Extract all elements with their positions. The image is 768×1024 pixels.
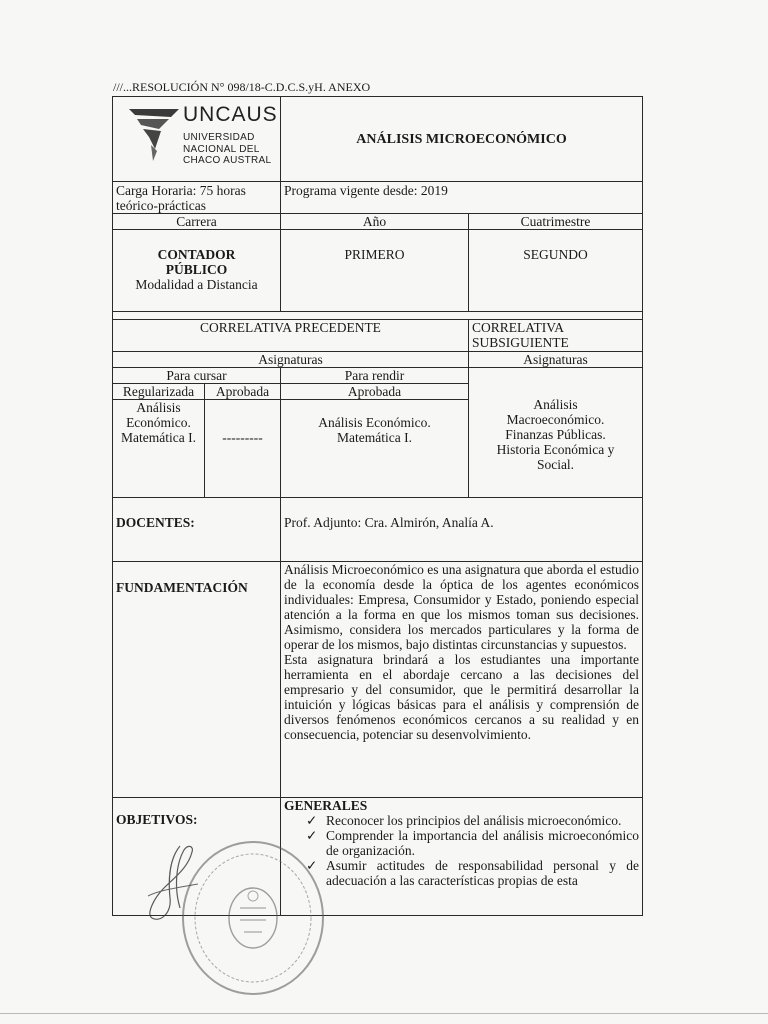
checkmark-icon: ✓ xyxy=(306,858,318,873)
asignaturas-right: Asignaturas xyxy=(469,352,643,368)
program-table xyxy=(112,96,643,916)
aprobada-dashes: --------- xyxy=(222,430,263,445)
para-rendir: Para rendir xyxy=(281,368,469,384)
objetivos-heading: GENERALES xyxy=(284,798,368,813)
university-seal-icon xyxy=(178,838,328,998)
col-cuatrimestre: Cuatrimestre xyxy=(469,214,643,230)
aprobada-cursar-value xyxy=(205,400,281,498)
regularizada-item: Matemática I. xyxy=(121,430,196,445)
rendir-item: Matemática I. xyxy=(337,430,412,445)
correlativa-subsiguiente: CORRELATIVA SUBSIGUIENTE xyxy=(469,320,643,352)
career-semester: SEGUNDO xyxy=(469,230,643,312)
docentes-value: Prof. Adjunto: Cra. Almirón, Analía A. xyxy=(281,498,643,562)
uncaus-emblem-icon xyxy=(127,105,183,165)
logo-name: UNCAUS xyxy=(183,103,278,126)
subsiguiente-item: Social. xyxy=(536,457,575,472)
objetivo-text: Reconocer los principios del análisis microeconómico. xyxy=(326,813,622,828)
objetivos-content xyxy=(281,798,643,916)
fundamentacion-paragraph: Esta asignatura brindará a los estudiantes una importante herramienta en el abordaje cercano a las decisiones del empresario y del consumidor, que le permitirá desarrollar la intuición y lógicas básicas para el análisis y comprensión de diversos fenómenos económicos cercanos a su realidad y en consecuencia, potenciar su desenvolvimiento. xyxy=(284,652,640,742)
subsiguiente-item: Macroeconómico. xyxy=(506,412,605,427)
career-name-1: CONTADOR xyxy=(157,247,236,262)
objetivo-text: Comprender la importancia del análisis microeconómico de organización. xyxy=(326,828,640,858)
objetivos-label: OBJETIVOS: xyxy=(113,798,281,916)
fundamentacion-label: FUNDAMENTACIÓN xyxy=(113,562,281,798)
logo-line-1: UNIVERSIDAD xyxy=(183,132,255,143)
objetivo-item xyxy=(284,828,639,858)
docentes-label: DOCENTES: xyxy=(113,498,281,562)
programa-vigente: Programa vigente desde: 2019 xyxy=(281,182,643,214)
logo-line-3: CHACO AUSTRAL xyxy=(183,155,272,166)
objetivo-item xyxy=(284,858,639,888)
regularizada-item: Análisis xyxy=(136,400,181,415)
regularizada-item: Económico. xyxy=(126,415,191,430)
col-aprobada-rendir: Aprobada xyxy=(281,384,469,400)
objetivos-list xyxy=(284,813,639,888)
regularizada-list xyxy=(113,400,205,498)
career-name-2: PÚBLICO xyxy=(165,262,228,277)
col-regularizada: Regularizada xyxy=(113,384,205,400)
spacer-row xyxy=(113,312,643,320)
subsiguiente-list xyxy=(469,368,643,498)
para-cursar: Para cursar xyxy=(113,368,281,384)
col-aprobada: Aprobada xyxy=(205,384,281,400)
career-cell xyxy=(113,230,281,312)
page-bottom-edge xyxy=(0,1013,768,1014)
checkmark-icon: ✓ xyxy=(306,813,318,828)
logo-line-2: NACIONAL DEL xyxy=(183,143,260,155)
subsiguiente-item: Finanzas Públicas. xyxy=(505,427,606,442)
logo-cell xyxy=(113,97,281,182)
career-year: PRIMERO xyxy=(281,230,469,312)
col-carrera: Carrera xyxy=(113,214,281,230)
carga-horaria: Carga Horaria: 75 horas teórico-prácticas xyxy=(113,182,281,214)
career-modality: Modalidad a Distancia xyxy=(135,277,258,292)
asignaturas-left: Asignaturas xyxy=(113,352,469,368)
checkmark-icon: ✓ xyxy=(306,828,318,843)
uncaus-logo xyxy=(127,105,287,171)
subsiguiente-item: Análisis xyxy=(533,397,578,412)
rendir-list xyxy=(281,400,469,498)
subject-title: ANÁLISIS MICROECONÓMICO xyxy=(281,97,643,182)
resolution-header: ///...RESOLUCIÓN N° 098/18-C.D.C.S.yH. ANEXO xyxy=(113,80,371,94)
objetivo-item xyxy=(284,813,639,828)
objetivo-text: Asumir actitudes de responsabilidad personal y de adecuación a las características propias de esta xyxy=(326,858,640,888)
fundamentacion-text xyxy=(281,562,643,798)
correlativa-precedente: CORRELATIVA PRECEDENTE xyxy=(113,320,469,352)
rendir-item: Análisis Económico. xyxy=(318,415,431,430)
logo-subtitle xyxy=(183,132,271,167)
subsiguiente-item: Historia Económica y xyxy=(496,442,615,457)
col-anio: Año xyxy=(281,214,469,230)
fundamentacion-paragraph: Análisis Microeconómico es una asignatura que aborda el estudio de la economía desde la óptica de los agentes económicos individuales: Empresa, Consumidor y Estado, poniendo especial atención a la forma en que los mismos toman sus decisiones. Asimismo, considera los mercados particulares y la forma de operar de los mismos, bajo distintas circunstancias y supuestos. xyxy=(284,562,640,652)
